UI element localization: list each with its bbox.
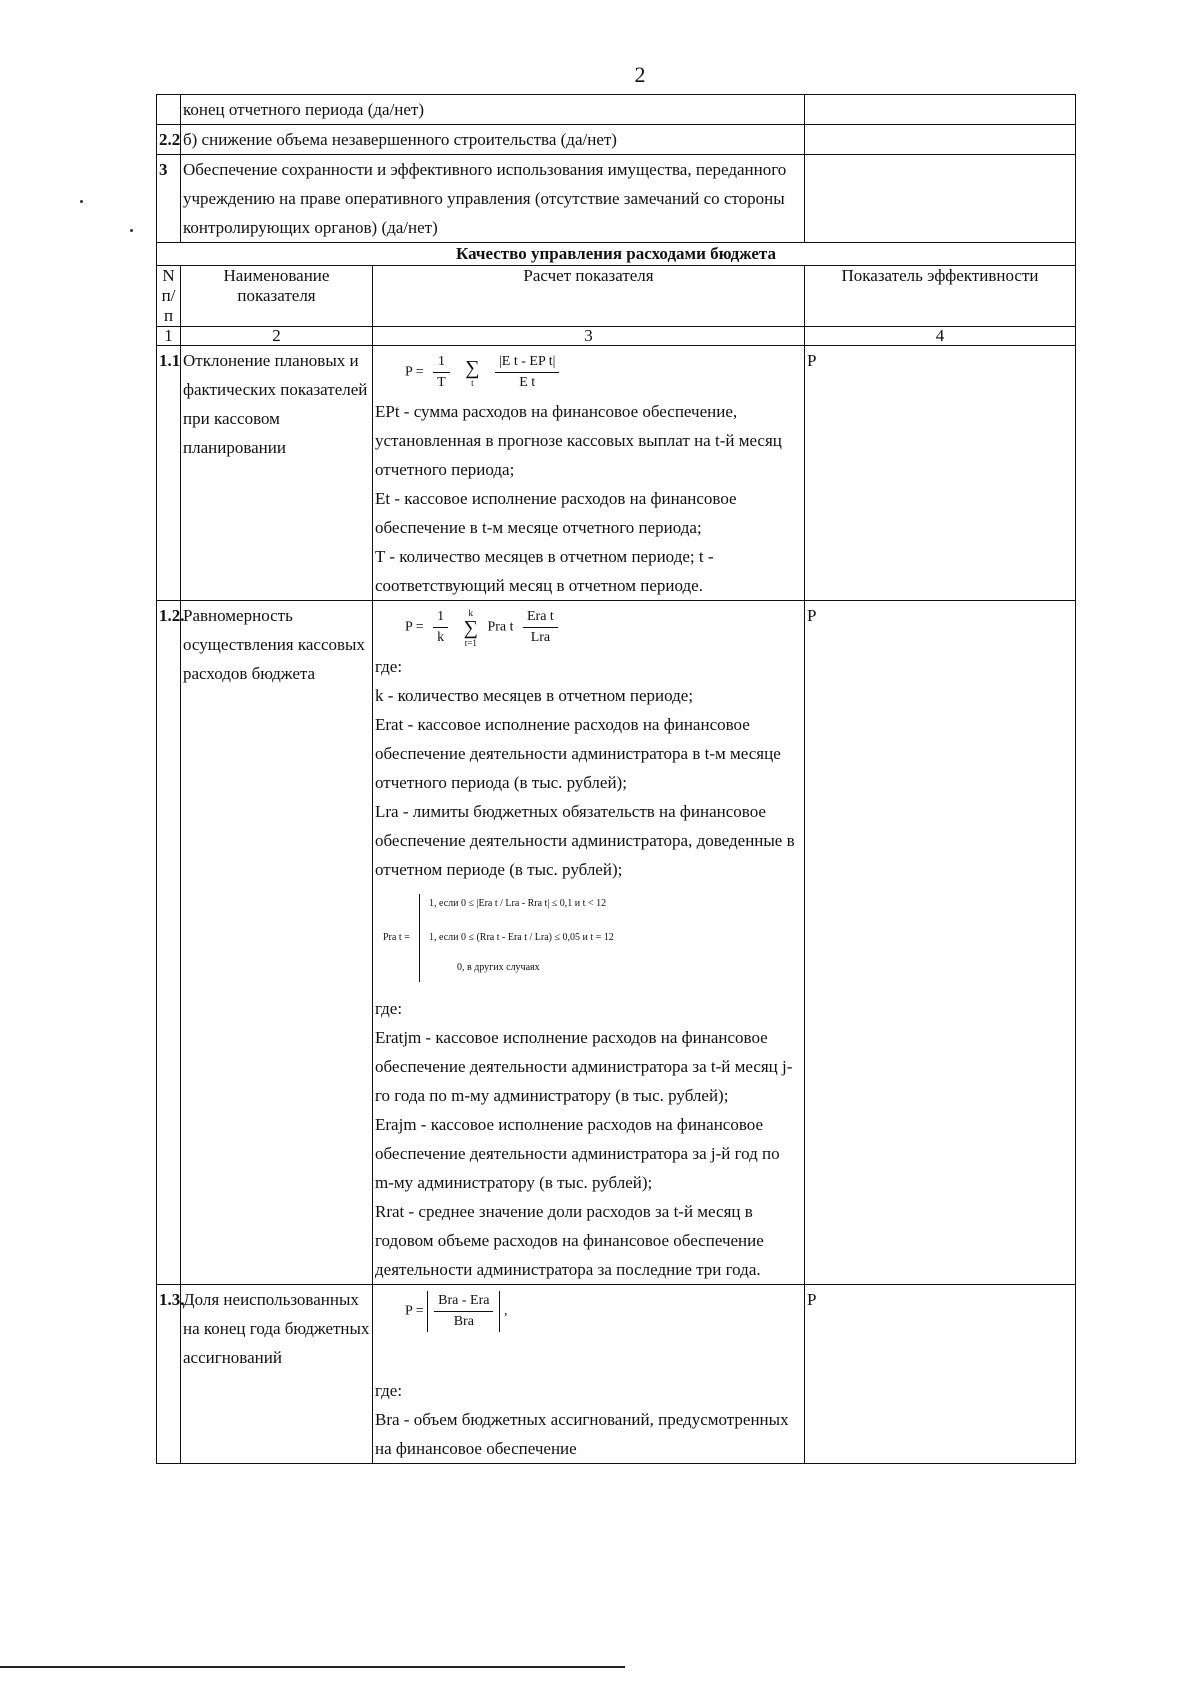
row-name: Равномерность осуществления кассовых расходов бюджета: [181, 601, 373, 1285]
row-value: [805, 155, 1076, 243]
sigma-symbol: ∑: [465, 356, 480, 379]
definition: Bra - объем бюджетных ассигнований, предусмотренных на финансовое обеспечение: [375, 1410, 789, 1458]
table-row: [157, 1285, 1076, 1464]
row-indicator: P: [805, 346, 1076, 601]
sigma-subscript: t=1: [464, 637, 477, 648]
row-indicator: P: [805, 601, 1076, 1285]
formula-lhs: P =: [405, 364, 424, 380]
fraction-numerator: 1: [433, 352, 450, 373]
brace-icon: [419, 894, 428, 982]
section-title: Качество управления расходами бюджета: [157, 243, 1076, 266]
fraction-numerator: |E t - EP t|: [495, 352, 559, 373]
formula-lhs: P =: [405, 1303, 424, 1319]
page-number: 2: [634, 62, 646, 87]
fraction-denominator: Lra: [530, 630, 551, 645]
formula-tail: ,: [503, 1303, 508, 1319]
piecewise-case: 1, если 0 ≤ (Rra t - Era t / Lra) ≤ 0,05 и t = 12: [429, 932, 614, 943]
fraction-denominator: k: [437, 630, 445, 645]
indicators-table: [156, 94, 1076, 1464]
col-number: 4: [805, 327, 1076, 346]
header-num: N п/п: [157, 266, 181, 327]
row-number: 1.1: [157, 346, 181, 601]
fraction-denominator: E t: [519, 375, 536, 390]
fraction: [433, 352, 450, 393]
fraction-numerator: Era t: [523, 607, 558, 628]
fraction-denominator: T: [437, 375, 446, 390]
section-row: [157, 243, 1076, 266]
scan-speck: [80, 200, 83, 203]
col-number: 1: [157, 327, 181, 346]
table-row: [157, 346, 1076, 601]
scan-speck: [130, 229, 133, 232]
formula: [375, 601, 802, 652]
fraction: [495, 352, 559, 393]
definition: Et - кассовое исполнение расходов на финансовое обеспечение в t-м месяце отчетного периода;: [375, 489, 737, 537]
definition: T - количество месяцев в отчетном периоде; t - соответствующий месяц в отчетном периоде.: [375, 547, 714, 595]
piecewise-case: 0, в других случаях: [457, 962, 540, 973]
formula: [375, 346, 802, 397]
piecewise-lhs: Pra t =: [383, 932, 410, 943]
row-text: Обеспечение сохранности и эффективного использования имущества, переданного учреждению на праве оперативного управления (отсутствие замечаний со стороны контролирующих органов) (да/нет): [181, 155, 805, 243]
definition: k - количество месяцев в отчетном периоде;: [375, 686, 694, 705]
fraction-numerator: Bra - Era: [434, 1291, 493, 1312]
definition: Eratjm - кассовое исполнение расходов на финансовое обеспечение деятельности администратора за t-й месяц j-го года по m-му администратору (в тыс. рублей);: [375, 1028, 793, 1105]
row-number: 1.3.: [157, 1285, 181, 1464]
footer-rule: [0, 1666, 625, 1668]
row-number: [157, 95, 181, 125]
sigma-superscript: k: [468, 607, 474, 618]
where-label: где:: [375, 1381, 403, 1400]
piecewise-case: 1, если 0 ≤ |Era t / Lra - Rra t| ≤ 0,1 и t < 12: [429, 898, 607, 909]
header-name: Наименование показателя: [181, 266, 373, 327]
row-indicator: P: [805, 1285, 1076, 1464]
row-number: 1.2.: [157, 601, 181, 1285]
definition: Lra - лимиты бюджетных обязательств на финансовое обеспечение деятельности администратора, доведенные в отчетном периоде (в тыс. рублей);: [375, 802, 795, 879]
fraction: [433, 607, 448, 648]
column-number-row: [157, 327, 1076, 346]
row-name: Отклонение плановых и фактических показателей при кассовом планировании: [181, 346, 373, 601]
col-number: 3: [373, 327, 805, 346]
row-calc: [373, 1285, 805, 1464]
fraction-numerator: 1: [433, 607, 448, 628]
definition: Erat - кассовое исполнение расходов на финансовое обеспечение деятельности администратора в t-м месяце отчетного периода (в тыс. рублей);: [375, 715, 781, 792]
table-row: [157, 95, 1076, 125]
formula-lhs: P =: [405, 619, 424, 635]
formula: [375, 1285, 802, 1376]
row-calc: [373, 601, 805, 1285]
table-row: [157, 125, 1076, 155]
formula-term: Pra t: [487, 619, 514, 635]
header-calc: Расчет показателя: [373, 266, 805, 327]
table-row: [157, 601, 1076, 1285]
where-label: где:: [375, 657, 403, 676]
table-row: [157, 155, 1076, 243]
fraction: [523, 607, 558, 648]
row-name: Доля неиспользованных на конец года бюджетных ассигнований: [181, 1285, 373, 1464]
row-calc: [373, 346, 805, 601]
definition: Rrat - среднее значение доли расходов за t-й месяц в годовом объеме расходов на финансовое обеспечение деятельности администратора за последние три года.: [375, 1202, 764, 1279]
fraction-denominator: Bra: [453, 1314, 474, 1329]
sigma-symbol: ∑: [463, 616, 478, 639]
row-text: конец отчетного периода (да/нет): [181, 95, 805, 125]
fraction: [434, 1291, 493, 1332]
sigma: [465, 358, 479, 388]
sigma-subscript: t: [471, 377, 474, 388]
header-indicator: Показатель эффективности: [805, 266, 1076, 327]
piecewise-formula: [375, 890, 802, 988]
col-number: 2: [181, 327, 373, 346]
row-value: [805, 125, 1076, 155]
header-row: [157, 266, 1076, 327]
row-text: б) снижение объема незавершенного строительства (да/нет): [181, 125, 805, 155]
where-label: где:: [375, 999, 403, 1018]
row-number: 3: [157, 155, 181, 243]
sigma: [464, 608, 478, 648]
definition: EPt - сумма расходов на финансовое обеспечение, установленная в прогнозе кассовых выплат на t-й месяц отчетного периода;: [375, 402, 782, 479]
row-number: 2.2: [157, 125, 181, 155]
row-value: [805, 95, 1076, 125]
definition: Erajm - кассовое исполнение расходов на финансовое обеспечение деятельности администратора за j-й год по m-му администратору (в тыс. рублей);: [375, 1115, 780, 1192]
